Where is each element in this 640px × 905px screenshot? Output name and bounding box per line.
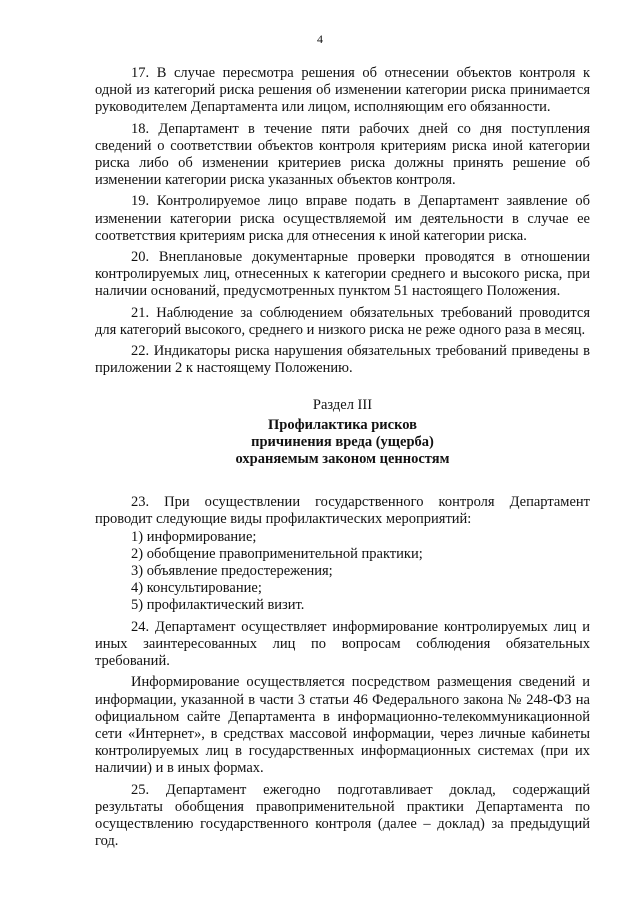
page-number: 4: [317, 32, 323, 46]
paragraph-22: 22. Индикаторы риска нарушения обязательных требований приведены в приложении 2 к настоящему Положению.: [95, 343, 590, 377]
list-item: 2) обобщение правоприменительной практики;: [131, 545, 423, 562]
paragraph-informing: Информирование осуществляется посредством размещения сведений и информации, указанной в части 3 статьи 46 Федерального закона № 248-ФЗ на официальном сайте Департамента в информационно-телекоммуникационной сети «Интернет», в средствах массовой информации, через личные кабинеты контролируемых лиц в государственных информационных системах (при их наличии) и в иных формах.: [95, 674, 590, 777]
document-body: [95, 65, 590, 850]
paragraph-21: 21. Наблюдение за соблюдением обязательных требований проводится для категорий высокого, среднего и низкого риска не реже одного раза в месяц.: [95, 304, 590, 338]
section-label: Раздел III: [312, 397, 373, 414]
list-item: 5) профилактический визит.: [131, 597, 305, 614]
paragraph-25: 25. Департамент ежегодно подготавливает доклад, содержащий результаты обобщения правоприменительной практики Департамента по осуществлению государственного контроля (далее – доклад) за предыдущий год.: [95, 781, 590, 850]
paragraph-17: 17. В случае пересмотра решения об отнесении объектов контроля к одной из категорий риска решения об изменении категории риска принимается руководителем Департамента или лицом, исполняющим его обязанности.: [95, 65, 590, 116]
paragraph-24: 24. Департамент осуществляет информирование контролируемых лиц и иных заинтересованных лиц по вопросам соблюдения обязательных требований.: [95, 618, 590, 670]
list-item: 4) консультирование;: [131, 580, 262, 597]
list-item: 1) информирование;: [131, 528, 257, 545]
paragraph-19: 19. Контролируемое лицо вправе подать в Департамент заявление об изменении категории риска осуществляемой им деятельности в случае ее соответствия критериям риска для отнесения к иной категории риска.: [95, 193, 590, 244]
section-title-line: Профилактика рисков: [268, 416, 417, 433]
section-title-line: причинения вреда (ущерба): [251, 433, 434, 450]
list-item: 3) объявление предостережения;: [131, 563, 333, 580]
paragraph-20: 20. Внеплановые документарные проверки проводятся в отношении контролируемых лиц, отнесенных к категории среднего и высокого риска, при наличии оснований, предусмотренных пунктом 51 настоящего Положения.: [95, 249, 590, 300]
paragraph-23: 23. При осуществлении государственного контроля Департамент проводит следующие виды профилактических мероприятий:: [95, 494, 590, 528]
paragraph-18: 18. Департамент в течение пяти рабочих дней со дня поступления сведений о соответствии объектов контроля критериям риска иной категории риска либо об изменении критериев риска должны принять решение об изменении категории риска указанных объектов контроля.: [95, 120, 590, 189]
section-heading: [95, 397, 590, 468]
section-title-line: охраняемым законом ценностям: [235, 451, 450, 468]
